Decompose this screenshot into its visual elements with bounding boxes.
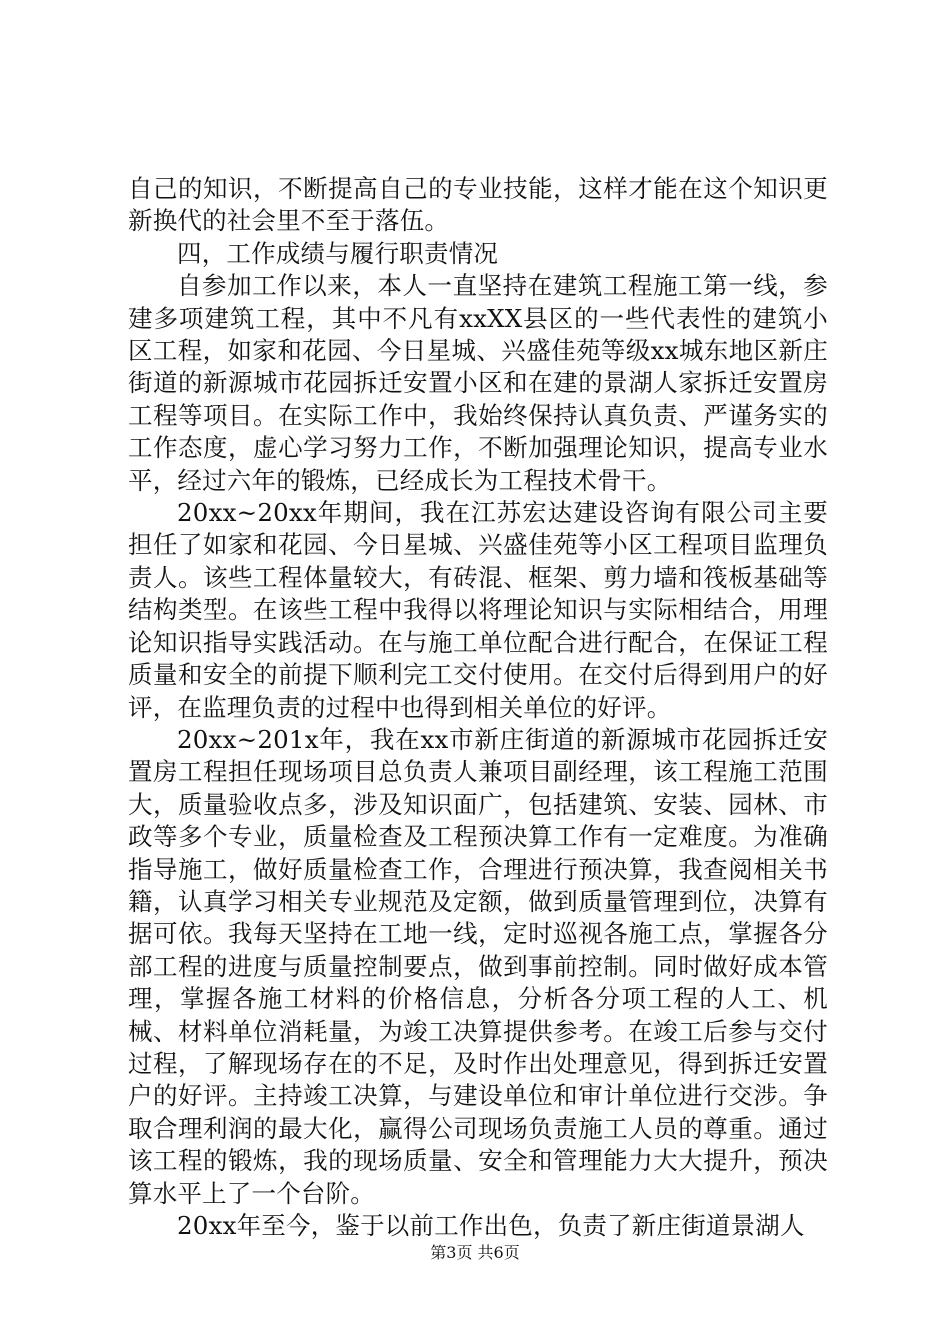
section-heading: 四，工作成绩与履行职责情况	[177, 238, 499, 268]
paragraph-3: 自参加工作以来，本人一直坚持在建筑工程施工第一线，参建多项建筑工程，其中不凡有xxXX县区的一些代表性的建筑小区工程，如家和花园、今日星城、兴盛佳苑等级xx城东地区新庄街道的新源城市花园拆迁安置小区和在建的景湖人家拆迁安置房工程等项目。在实际工作中，我始终保持认真负责、严谨务实的工作态度，虚心学习努力工作，不断加强理论知识，提高专业水平，经过六年的锻炼，已经成长为工程技术骨干。	[128, 271, 828, 495]
document-body	[128, 173, 828, 1242]
paragraph-4: 20xx~20xx年期间，我在江苏宏达建设咨询有限公司主要担任了如家和花园、今日星城、兴盛佳苑等小区工程项目监理负责人。该些工程体量较大，有砖混、框架、剪力墙和筏板基础等结构类型。在该些工程中我得以将理论知识与实际相结合，用理论知识指导实践活动。在与施工单位配合进行配合，在保证工程质量和安全的前提下顺利完工交付使用。在交付后得到用户的好评，在监理负责的过程中也得到相关单位的好评。	[128, 498, 828, 722]
paragraph-6: 20xx年至今，鉴于以前工作出色，负责了新庄街道景湖人	[177, 1211, 805, 1240]
paragraph-1: 自己的知识，不断提高自己的专业技能，这样才能在这个知识更新换代的社会里不至于落伍。	[128, 174, 828, 236]
paragraph-5: 20xx~201x年，我在xx市新庄街道的新源城市花园拆迁安置房工程担任现场项目总负责人兼项目副经理，该工程施工范围大，质量验收点多，涉及知识面广，包括建筑、安装、园林、市政等多个专业，质量检查及工程预决算工作有一定难度。为准确指导施工，做好质量检查工作，合理进行预决算，我查阅相关书籍，认真学习相关专业规范及定额，做到质量管理到位，决算有据可依。我每天坚持在工地一线，定时巡视各施工点，掌握各分部工程的进度与质量控制要点，做到事前控制。同时做好成本管理，掌握各施工材料的价格信息，分析各分项工程的人工、机械、材料单位消耗量，为竣工决算提供参考。在竣工后参与交付过程，了解现场存在的不足，及时作出处理意见，得到拆迁安置户的好评。主持竣工决算，与建设单位和审计单位进行交涉。争取合理利润的最大化，赢得公司现场负责施工人员的尊重。通过该工程的锻炼，我的现场质量、安全和管理能力大大提升，预决算水平上了一个台阶。	[128, 724, 828, 1208]
page-footer: 第3页 共6页	[430, 1243, 520, 1262]
